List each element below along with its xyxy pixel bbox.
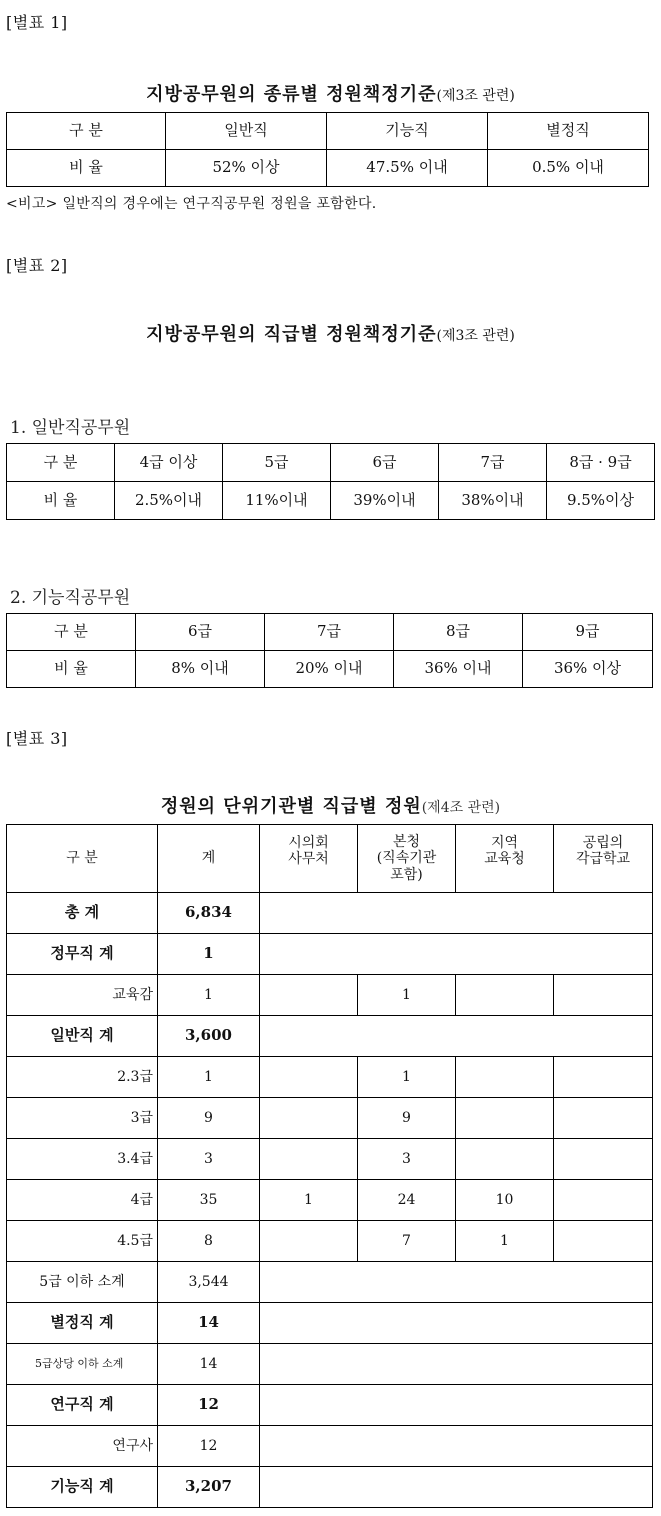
header-cell: 별정직 bbox=[488, 113, 649, 150]
row-total: 9 bbox=[158, 1098, 260, 1139]
appendix-1-note: <비고> 일반직의 경우에는 연구직공무원 정원을 포함한다. bbox=[6, 196, 377, 212]
header-cell: 6급 bbox=[331, 444, 439, 482]
table-general-grade-ratio bbox=[6, 443, 655, 520]
table-row bbox=[7, 150, 649, 187]
row-label: 별정직 계 bbox=[7, 1303, 158, 1344]
table-cell: 1 bbox=[456, 1221, 554, 1262]
row-total: 35 bbox=[158, 1180, 260, 1221]
header-cell: 4급 이상 bbox=[115, 444, 223, 482]
row-label: 연구직 계 bbox=[7, 1385, 158, 1426]
row-label: 2.3급 bbox=[7, 1057, 158, 1098]
table-cell: 36% 이내 bbox=[394, 651, 523, 688]
general-service-heading: 1. 일반직공무원 bbox=[10, 418, 131, 438]
row-total: 1 bbox=[158, 975, 260, 1016]
row-total: 14 bbox=[158, 1303, 260, 1344]
empty-span-cell bbox=[260, 1467, 653, 1508]
table-cell: 비 율 bbox=[7, 150, 166, 187]
header-cell: 구 분 bbox=[7, 614, 136, 651]
table-technical-grade-ratio bbox=[6, 613, 653, 688]
header-cell: 구 분 bbox=[7, 825, 158, 893]
appendix-1-title: 지방공무원의 종류별 정원책정기준(제3조 관련) bbox=[146, 84, 515, 105]
row-label: 4.5급 bbox=[7, 1221, 158, 1262]
table-row bbox=[7, 1139, 653, 1180]
table-cell: 10 bbox=[456, 1180, 554, 1221]
row-label: 기능직 계 bbox=[7, 1467, 158, 1508]
table-row bbox=[7, 1180, 653, 1221]
header-cell: 구 분 bbox=[7, 113, 166, 150]
header-cell: 공립의 각급학교 bbox=[554, 825, 653, 893]
header-cell: 시의회 사무처 bbox=[260, 825, 358, 893]
empty-span-cell bbox=[260, 1016, 653, 1057]
table-row bbox=[7, 1344, 653, 1385]
header-cell: 구 분 bbox=[7, 444, 115, 482]
row-label: 5급 이하 소계 bbox=[7, 1262, 158, 1303]
table-header-row bbox=[7, 444, 655, 482]
row-total: 12 bbox=[158, 1426, 260, 1467]
table-cell: 7 bbox=[358, 1221, 456, 1262]
table-row bbox=[7, 482, 655, 520]
appendix-2-title: 지방공무원의 직급별 정원책정기준(제3조 관련) bbox=[146, 324, 515, 345]
appendix-3-title: 정원의 단위기관별 직급별 정원(제4조 관련) bbox=[160, 796, 501, 817]
row-label: 3급 bbox=[7, 1098, 158, 1139]
table-cell: 9.5%이상 bbox=[547, 482, 655, 520]
table-cell: 52% 이상 bbox=[166, 150, 327, 187]
table-cell: 0.5% 이내 bbox=[488, 150, 649, 187]
table-cell bbox=[456, 1098, 554, 1139]
row-total: 1 bbox=[158, 1057, 260, 1098]
header-cell: 본청 (직속기관 포함) bbox=[358, 825, 456, 893]
table-cell: 1 bbox=[358, 1057, 456, 1098]
empty-span-cell bbox=[260, 1262, 653, 1303]
table-cell bbox=[554, 975, 653, 1016]
table-row bbox=[7, 1385, 653, 1426]
table-cell bbox=[456, 975, 554, 1016]
table-row bbox=[7, 1057, 653, 1098]
table-cell: 20% 이내 bbox=[265, 651, 394, 688]
table-cell bbox=[260, 1098, 358, 1139]
table-cell bbox=[260, 1221, 358, 1262]
appendix-1-label: [별표 1] bbox=[6, 13, 68, 32]
row-total: 3 bbox=[158, 1139, 260, 1180]
row-total: 12 bbox=[158, 1385, 260, 1426]
header-cell: 8급 bbox=[394, 614, 523, 651]
empty-span-cell bbox=[260, 1385, 653, 1426]
table-cell bbox=[554, 1139, 653, 1180]
row-label: 교육감 bbox=[7, 975, 158, 1016]
table-cell: 8% 이내 bbox=[136, 651, 265, 688]
table-cell: 비 율 bbox=[7, 651, 136, 688]
table-header-row bbox=[7, 825, 653, 893]
table-cell: 2.5%이내 bbox=[115, 482, 223, 520]
row-label: 일반직 계 bbox=[7, 1016, 158, 1057]
table-row bbox=[7, 893, 653, 934]
table-row bbox=[7, 1426, 653, 1467]
empty-span-cell bbox=[260, 893, 653, 934]
table-header-row bbox=[7, 113, 649, 150]
table-cell: 47.5% 이내 bbox=[327, 150, 488, 187]
row-total: 3,600 bbox=[158, 1016, 260, 1057]
table-row bbox=[7, 1262, 653, 1303]
row-label: 4급 bbox=[7, 1180, 158, 1221]
header-cell: 7급 bbox=[265, 614, 394, 651]
table-cell bbox=[554, 1057, 653, 1098]
table-cell bbox=[260, 975, 358, 1016]
table-cell: 비 율 bbox=[7, 482, 115, 520]
table-cell: 3 bbox=[358, 1139, 456, 1180]
table-unit-quota bbox=[6, 824, 653, 1508]
table-cell: 9 bbox=[358, 1098, 456, 1139]
row-label: 정무직 계 bbox=[7, 934, 158, 975]
table-cell bbox=[554, 1098, 653, 1139]
empty-span-cell bbox=[260, 1344, 653, 1385]
table-cell bbox=[456, 1057, 554, 1098]
header-cell: 5급 bbox=[223, 444, 331, 482]
table-cell bbox=[554, 1221, 653, 1262]
header-cell: 7급 bbox=[439, 444, 547, 482]
header-cell: 6급 bbox=[136, 614, 265, 651]
appendix-2-label: [별표 2] bbox=[6, 256, 68, 275]
row-total: 8 bbox=[158, 1221, 260, 1262]
table-row bbox=[7, 975, 653, 1016]
row-label: 총 계 bbox=[7, 893, 158, 934]
table-row bbox=[7, 1303, 653, 1344]
appendix-3-label: [별표 3] bbox=[6, 729, 68, 748]
table-cell: 36% 이상 bbox=[523, 651, 653, 688]
header-cell: 계 bbox=[158, 825, 260, 893]
table-cell: 1 bbox=[358, 975, 456, 1016]
empty-span-cell bbox=[260, 1303, 653, 1344]
table-cell: 11%이내 bbox=[223, 482, 331, 520]
table-row bbox=[7, 1221, 653, 1262]
table-header-row bbox=[7, 614, 653, 651]
table-cell bbox=[260, 1057, 358, 1098]
header-cell: 8급 · 9급 bbox=[547, 444, 655, 482]
header-cell: 일반직 bbox=[166, 113, 327, 150]
table-cell bbox=[260, 1139, 358, 1180]
row-total: 3,207 bbox=[158, 1467, 260, 1508]
header-cell: 기능직 bbox=[327, 113, 488, 150]
row-label: 3.4급 bbox=[7, 1139, 158, 1180]
table-cell bbox=[456, 1139, 554, 1180]
row-total: 3,544 bbox=[158, 1262, 260, 1303]
table-type-ratio bbox=[6, 112, 649, 187]
table-row bbox=[7, 651, 653, 688]
row-total: 6,834 bbox=[158, 893, 260, 934]
row-total: 14 bbox=[158, 1344, 260, 1385]
table-row bbox=[7, 1467, 653, 1508]
table-cell: 39%이내 bbox=[331, 482, 439, 520]
table-row bbox=[7, 1098, 653, 1139]
table-cell: 38%이내 bbox=[439, 482, 547, 520]
table-cell bbox=[554, 1180, 653, 1221]
technical-service-heading: 2. 기능직공무원 bbox=[10, 588, 131, 608]
table-cell: 24 bbox=[358, 1180, 456, 1221]
table-row bbox=[7, 1016, 653, 1057]
table-row bbox=[7, 934, 653, 975]
row-total: 1 bbox=[158, 934, 260, 975]
table-cell: 1 bbox=[260, 1180, 358, 1221]
row-label: 5급상당 이하 소계 bbox=[7, 1344, 158, 1385]
header-cell: 9급 bbox=[523, 614, 653, 651]
empty-span-cell bbox=[260, 934, 653, 975]
header-cell: 지역 교육청 bbox=[456, 825, 554, 893]
row-label: 연구사 bbox=[7, 1426, 158, 1467]
empty-span-cell bbox=[260, 1426, 653, 1467]
